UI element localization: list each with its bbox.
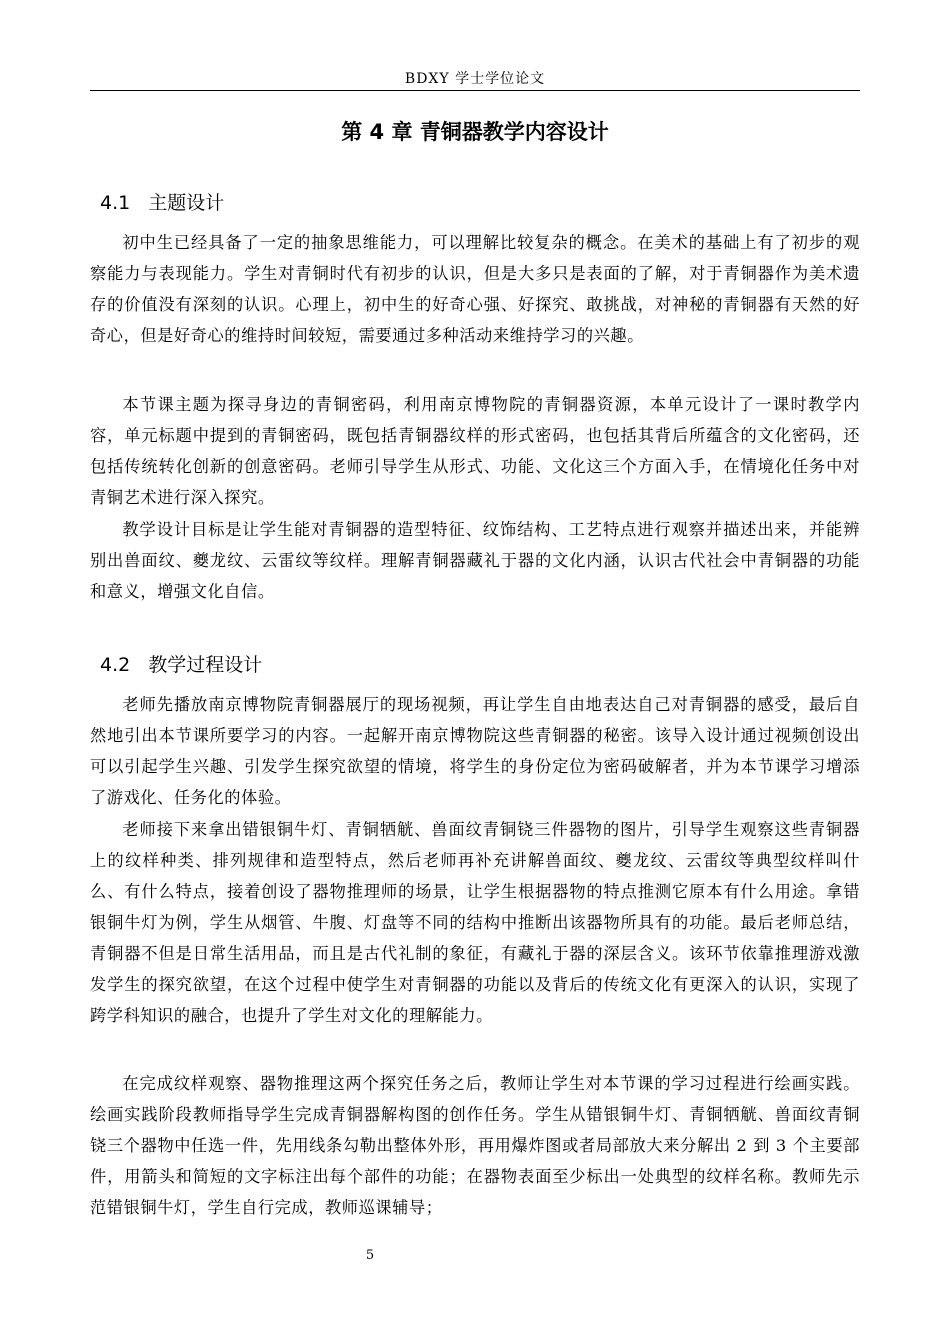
- chapter-title: 第 4 章 青铜器教学内容设计: [341, 120, 609, 144]
- section-heading-4-2: [100, 650, 262, 677]
- paragraph: 初中生已经具备了一定的抽象思维能力，可以理解比较复杂的概念。在美术的基础上有了初步的观察能力与表现能力。学生对青铜时代有初步的认识，但是大多只是表面的了解，对于青铜器作为美术遗存的价值没有深刻的认识。心理上，初中生的好奇心强、好探究、敢挑战，对神秘的青铜器有天然的好奇心，但是好奇心的维持时间较短，需要通过多种活动来维持学习的兴趣。: [90, 233, 860, 345]
- section-title: 主题设计: [148, 192, 225, 214]
- section-title: 教学过程设计: [148, 654, 263, 676]
- paragraph: 教学设计目标是让学生能对青铜器的造型特征、纹饰结构、工艺特点进行观察并描述出来，并能辨别出兽面纹、夔龙纹、云雷纹等纹样。理解青铜器藏礼于器的文化内涵，认识古代社会中青铜器的功能和意义，增强文化自信。: [90, 520, 860, 601]
- paragraph: 本节课主题为探寻身边的青铜密码，利用南京博物院的青铜器资源，本单元设计了一课时教学内容，单元标题中提到的青铜密码，既包括青铜器纹样的形式密码，也包括其背后所蕴含的文化密码，还包括传统转化创新的创意密码。老师引导学生从形式、功能、文化这三个方面入手，在情境化任务中对青铜艺术进行深入探究。: [90, 395, 860, 507]
- section-heading-4-1: [100, 188, 224, 215]
- paragraph: 老师先播放南京博物院青铜器展厅的现场视频，再让学生自由地表达自己对青铜器的感受，最后自然地引出本节课所要学习的内容。一起解开南京博物院这些青铜器的秘密。该导入设计通过视频创设出可以引起学生兴趣、引发学生探究欲望的情境，将学生的身份定位为密码破解者，并为本节课学习增添了游戏化、任务化的体验。: [90, 695, 860, 807]
- section-number: 4.2: [100, 654, 131, 676]
- paragraph: 老师接下来拿出错银铜牛灯、青铜牺觥、兽面纹青铜铙三件器物的图片，引导学生观察这些青铜器上的纹样种类、排列规律和造型特点，然后老师再补充讲解兽面纹、夔龙纹、云雷纹等典型纹样叫什么、有什么特点，接着创设了器物推理师的场景，让学生根据器物的特点推测它原本有什么用途。拿错银铜牛灯为例，学生从烟管、牛腹、灯盘等不同的结构中推断出该器物所具有的功能。最后老师总结，青铜器不但是日常生活用品，而且是古代礼制的象征，有藏礼于器的深层含义。该环节依靠推理游戏激发学生的探究欲望，在这个过程中使学生对青铜器的功能以及背后的传统文化有更深入的认识，实现了跨学科知识的融合，也提升了学生对文化的理解能力。: [90, 820, 860, 1025]
- page-header: BDXY 学士学位论文: [404, 71, 546, 87]
- page-number: 5: [365, 1248, 375, 1263]
- header-divider: [90, 90, 860, 91]
- section-number: 4.1: [100, 192, 131, 214]
- paragraph: 在完成纹样观察、器物推理这两个探究任务之后，教师让学生对本节课的学习过程进行绘画实践。绘画实践阶段教师指导学生完成青铜器解构图的创作任务。学生从错银铜牛灯、青铜牺觥、兽面纹青铜铙三个器物中任选一件，先用线条勾勒出整体外形，再用爆炸图或者局部放大来分解出 2 到 3 个主要部件，用箭头和简短的文字标注出每个部件的功能；在器物表面至少标出一处典型的纹样名称。教师先示范错银铜牛灯，学生自行完成，教师巡课辅导；: [90, 1074, 860, 1217]
